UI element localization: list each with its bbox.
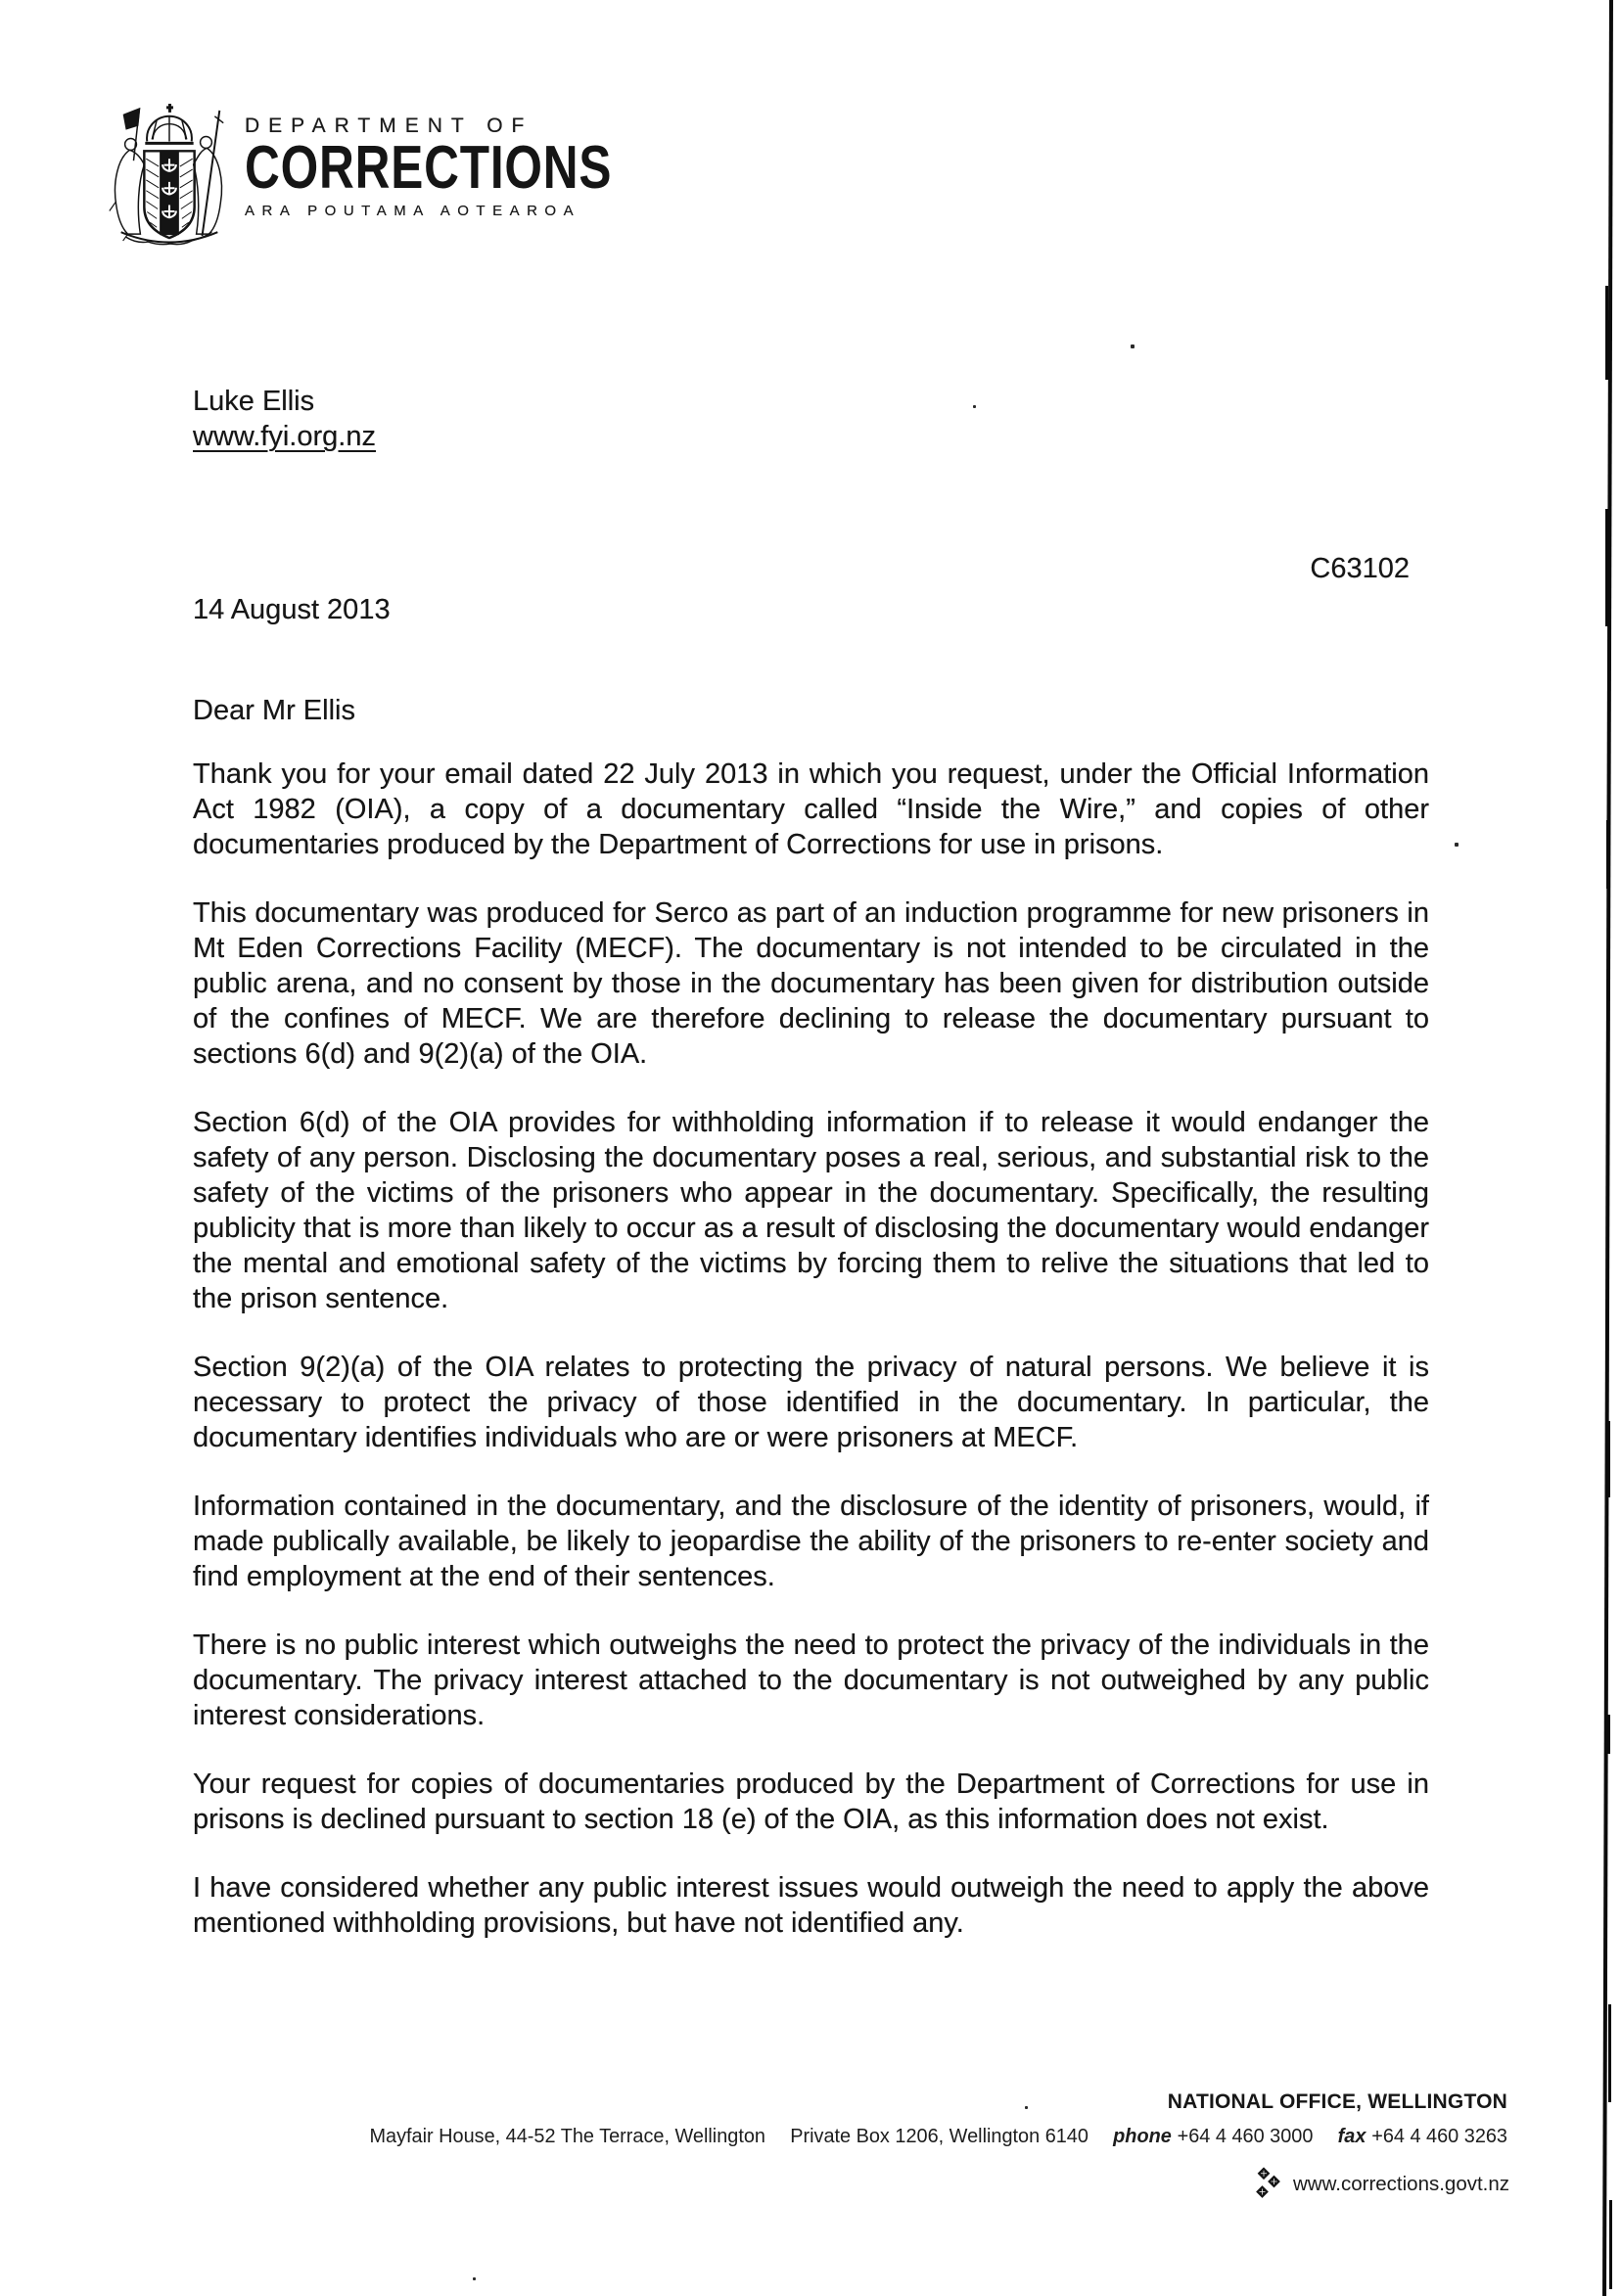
- paragraph-documentary-background: This documentary was produced for Serco as part of an induction programme for new prisoners in Mt Eden Corrections Facility (MECF). The documentary is not intended to be circulated in the public arena, and no consent by those in the documentary has been given for distribution outside of the confines of MECF. We are therefore declining to release the documentary pursuant to sections 6(d) and 9(2)(a) of the OIA.: [193, 897, 1429, 1070]
- scan-artifact: [1607, 1421, 1610, 1497]
- recipient-website-link[interactable]: www.fyi.org.nz: [193, 421, 376, 452]
- letterhead: [245, 115, 704, 219]
- footer-postal-address: Private Box 1206, Wellington 6140: [790, 2125, 1088, 2147]
- footer-phone-number: +64 4 460 3000: [1177, 2125, 1314, 2147]
- scan-speck: [473, 2277, 476, 2280]
- poutama-steps-icon: [1255, 2167, 1284, 2202]
- paragraph-section-18e: Your request for copies of documentaries produced by the Department of Corrections for use in prisons is declined pursuant to section 18 (e) of the OIA, as this information does not exist.: [193, 1768, 1429, 1835]
- nz-coat-of-arms-icon: [96, 101, 241, 251]
- letterhead-department-line: DEPARTMENT OF: [245, 115, 533, 137]
- scan-artifact: [1608, 2004, 1611, 2102]
- scan-speck: [973, 405, 976, 408]
- scan-speck: [1025, 2106, 1028, 2109]
- scan-artifact: [1606, 1075, 1609, 1118]
- paragraph-withholding-conclusion: I have considered whether any public interest issues would outweigh the need to apply the above mentioned withholding provisions, but have not identified any.: [193, 1872, 1429, 1939]
- footer-street-address: Mayfair House, 44-52 The Terrace, Wellington: [369, 2125, 765, 2147]
- paragraph-identity-disclosure: Information contained in the documentary, and the disclosure of the identity of prisoners, would, if made publically available, be likely to jeopardise the ability of the prisoners to re-enter society and find employment at the end of their sentences.: [193, 1491, 1429, 1592]
- footer-website-row: [1255, 2167, 1509, 2202]
- letterhead-corrections-wordmark: CORRECTIONS: [245, 134, 613, 202]
- letterhead-maori-name: ARA POUTAMA AOTEAROA: [245, 203, 581, 219]
- footer-office-heading: NATIONAL OFFICE, WELLINGTON: [1167, 2090, 1507, 2113]
- footer-fax-label: fax: [1337, 2125, 1366, 2147]
- footer-phone-label: phone: [1113, 2125, 1172, 2147]
- scan-speck: [1131, 344, 1135, 348]
- letter-body: [193, 757, 1429, 1941]
- scan-artifact: [1607, 1715, 1610, 1754]
- letter-date: 14 August 2013: [193, 594, 391, 625]
- scan-speck: [1455, 843, 1459, 847]
- recipient-name: Luke Ellis: [193, 386, 315, 417]
- recipient-block: [193, 384, 376, 454]
- scan-artifact: [1605, 286, 1608, 380]
- paragraph-request-acknowledgement: Thank you for your email dated 22 July 2013 in which you request, under the Official Information Act 1982 (OIA), a copy of a documentary called “Inside the Wire,” and copies of other documentaries produced by the Department of Corrections for use in prisons.: [193, 758, 1429, 860]
- scan-artifact: [1605, 509, 1608, 626]
- footer-fax-number: +64 4 460 3263: [1371, 2125, 1507, 2147]
- paragraph-section-9-2-a: Section 9(2)(a) of the OIA relates to protecting the privacy of natural persons. We believe it is necessary to protect the privacy of those identified in the documentary. In particular, the documentary identifies individuals who are or were prisoners at MECF.: [193, 1352, 1429, 1453]
- footer-website-link[interactable]: www.corrections.govt.nz: [1293, 2173, 1510, 2195]
- reference-number: C63102: [1310, 553, 1410, 584]
- paragraph-section-6d: Section 6(d) of the OIA provides for withholding information if to release it would endanger the safety of any person. Disclosing the documentary poses a real, serious, and substantial risk to the safety of the victims of the prisoners who appear in the documentary. Specifically, the resulting publicity that is more than likely to occur as a result of disclosing the documentary would endanger the mental and emotional safety of the victims by forcing them to relive the situations that led to the prison sentence.: [193, 1107, 1429, 1314]
- scan-artifact: [1606, 820, 1609, 889]
- paragraph-public-interest: There is no public interest which outweighs the need to protect the privacy of the individuals in the documentary. The privacy interest attached to the documentary is not outweighed by any public interest considerations.: [193, 1630, 1429, 1731]
- footer-address-line: [330, 2125, 1507, 2148]
- scan-artifact: [1609, 2200, 1612, 2289]
- salutation: Dear Mr Ellis: [193, 695, 355, 726]
